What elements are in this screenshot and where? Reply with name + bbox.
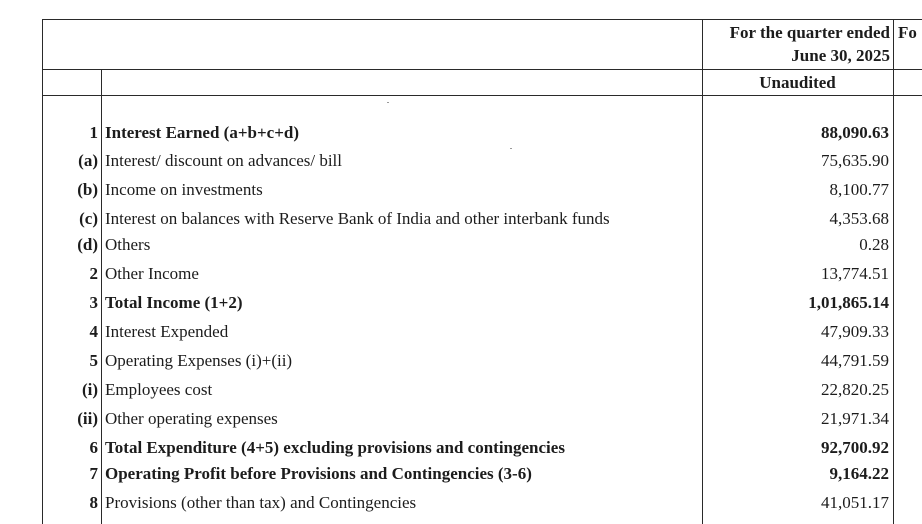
row-value: 88,090.63 <box>821 123 889 142</box>
row-label: Others <box>105 235 151 254</box>
row-value: 22,820.25 <box>821 380 889 399</box>
row-index: (d) <box>77 235 98 254</box>
row-index: 1 <box>89 123 98 142</box>
row-label: Interest on balances with Reserve Bank of India and other interbank funds <box>105 209 610 228</box>
row-label: Other operating expenses <box>105 409 278 428</box>
row-index: 5 <box>89 351 98 370</box>
row-label: Income on investments <box>105 180 263 199</box>
scan-speck <box>387 102 389 103</box>
row-value: 21,971.34 <box>821 409 889 428</box>
row-index: (a) <box>78 151 98 170</box>
row-index: (i) <box>81 380 98 399</box>
column-header-date: June 30, 2025 <box>791 46 890 65</box>
row-value: 4,353.68 <box>829 209 889 228</box>
row-index: (ii) <box>77 409 98 428</box>
row-value: 9,164.22 <box>829 464 889 483</box>
table-top-border <box>42 19 922 20</box>
row-value: 0.28 <box>859 235 889 254</box>
row-index: 2 <box>89 264 98 283</box>
row-value: 92,700.92 <box>821 438 889 457</box>
row-label: Interest Earned (a+b+c+d) <box>105 123 300 142</box>
row-label: Operating Expenses (i)+(ii) <box>105 351 293 370</box>
row-index: (b) <box>77 180 98 199</box>
row-index: (c) <box>79 209 98 228</box>
index-column-rule <box>101 69 102 524</box>
row-label: Other Income <box>105 264 199 283</box>
row-index: 4 <box>89 322 98 341</box>
column-header-period: For the quarter ended <box>729 23 890 42</box>
row-value: 41,051.17 <box>821 493 889 512</box>
row-index: 7 <box>89 464 98 483</box>
value-column-rule <box>893 19 894 524</box>
row-index: 3 <box>89 293 98 312</box>
row-label: Provisions (other than tax) and Contingencies <box>105 493 417 512</box>
row-label: Interest Expended <box>105 322 229 341</box>
column-status-unaudited: Unaudited <box>759 73 836 92</box>
row-value: 1,01,865.14 <box>808 293 889 312</box>
next-column-header-partial: Fo <box>898 23 917 42</box>
row-label: Interest/ discount on advances/ bill <box>105 151 342 170</box>
row-index: 8 <box>89 493 98 512</box>
row-index: 6 <box>89 438 98 457</box>
row-label: Employees cost <box>105 380 213 399</box>
row-value: 13,774.51 <box>821 264 889 283</box>
row-value: 8,100.77 <box>829 180 889 199</box>
row-value: 44,791.59 <box>821 351 889 370</box>
row-label: Total Expenditure (4+5) excluding provisions and contingencies <box>105 438 565 457</box>
header-bottom-rule <box>42 69 922 70</box>
row-label: Operating Profit before Provisions and Contingencies (3-6) <box>105 464 532 483</box>
scan-speck <box>510 148 512 149</box>
row-label: Total Income (1+2) <box>105 293 243 312</box>
row-value: 47,909.33 <box>821 322 889 341</box>
row-value: 75,635.90 <box>821 151 889 170</box>
status-bottom-rule <box>42 95 922 96</box>
